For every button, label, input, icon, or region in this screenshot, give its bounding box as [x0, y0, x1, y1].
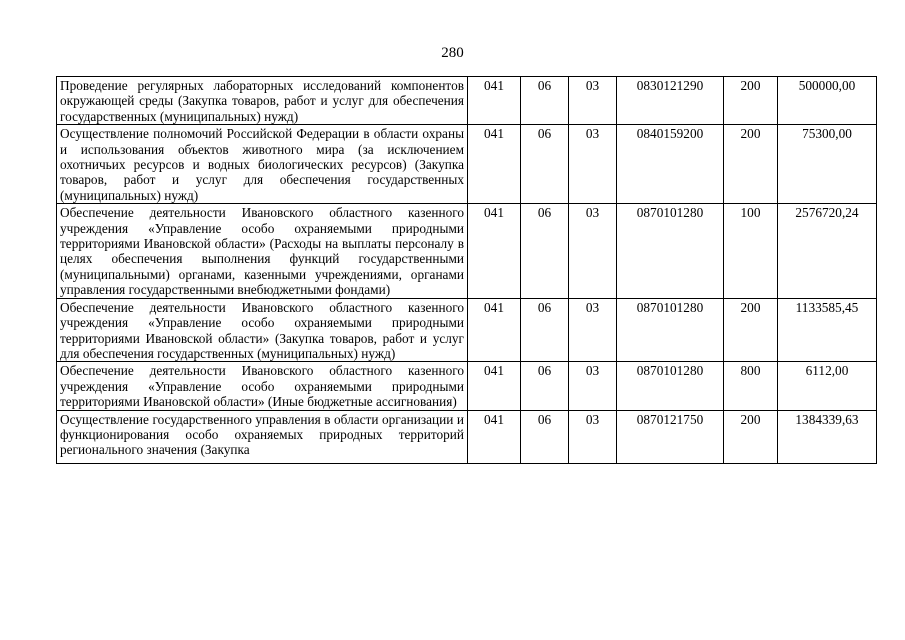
section-code: 06 [521, 410, 569, 463]
amount: 6112,00 [778, 362, 877, 410]
ministry-code: 041 [468, 77, 521, 125]
expense-type-code: 100 [724, 204, 778, 298]
expense-type-code: 200 [724, 125, 778, 204]
table-row [57, 410, 877, 463]
ministry-code: 041 [468, 125, 521, 204]
ministry-code: 041 [468, 298, 521, 362]
expense-type-code: 800 [724, 362, 778, 410]
subsection-code: 03 [569, 362, 617, 410]
amount: 75300,00 [778, 125, 877, 204]
amount: 1384339,63 [778, 410, 877, 463]
target-article-code: 0870101280 [617, 362, 724, 410]
table-body [57, 77, 877, 464]
row-description: Осуществление государственного управления в области организации и функционирования особо охраняемых природных территорий регионального значения (Закупка [57, 410, 468, 463]
section-code: 06 [521, 298, 569, 362]
row-description: Осуществление полномочий Российской Федерации в области охраны и использования объектов животного мира (за исключением охотничьих ресурсов и водных биологических ресурсов) (Закупка товаров, работ и услуг для обеспечения государственных (муниципальных) нужд) [57, 125, 468, 204]
target-article-code: 0870101280 [617, 204, 724, 298]
ministry-code: 041 [468, 204, 521, 298]
amount: 500000,00 [778, 77, 877, 125]
table-row [57, 362, 877, 410]
expense-type-code: 200 [724, 298, 778, 362]
section-code: 06 [521, 362, 569, 410]
ministry-code: 041 [468, 410, 521, 463]
subsection-code: 03 [569, 125, 617, 204]
target-article-code: 0870101280 [617, 298, 724, 362]
section-code: 06 [521, 204, 569, 298]
section-code: 06 [521, 77, 569, 125]
amount: 1133585,45 [778, 298, 877, 362]
expense-type-code: 200 [724, 410, 778, 463]
subsection-code: 03 [569, 77, 617, 125]
amount: 2576720,24 [778, 204, 877, 298]
row-description: Проведение регулярных лабораторных исследований компонентов окружающей среды (Закупка товаров, работ и услуг для обеспечения государственных (муниципальных) нужд) [57, 77, 468, 125]
table-row [57, 204, 877, 298]
target-article-code: 0830121290 [617, 77, 724, 125]
row-description: Обеспечение деятельности Ивановского областного казенного учреждения «Управление особо охраняемыми природными территориями Ивановской области» (Расходы на выплаты персоналу в целях обеспечения выполнения функций государственными (муниципальными) органами, казенными учреждениями, органами управления государственными внебюджетными фондами) [57, 204, 468, 298]
budget-table [56, 76, 877, 464]
ministry-code: 041 [468, 362, 521, 410]
expense-type-code: 200 [724, 77, 778, 125]
subsection-code: 03 [569, 298, 617, 362]
subsection-code: 03 [569, 410, 617, 463]
table-row [57, 125, 877, 204]
row-description: Обеспечение деятельности Ивановского областного казенного учреждения «Управление особо охраняемыми природными территориями Ивановской области» (Закупка товаров, работ и услуг для обеспечения государственных (муниципальных) нужд) [57, 298, 468, 362]
subsection-code: 03 [569, 204, 617, 298]
target-article-code: 0870121750 [617, 410, 724, 463]
table-row [57, 298, 877, 362]
page-number: 280 [441, 45, 464, 61]
section-code: 06 [521, 125, 569, 204]
row-description: Обеспечение деятельности Ивановского областного казенного учреждения «Управление особо охраняемыми природными территориями Ивановской области» (Иные бюджетные ассигнования) [57, 362, 468, 410]
target-article-code: 0840159200 [617, 125, 724, 204]
table-row [57, 77, 877, 125]
